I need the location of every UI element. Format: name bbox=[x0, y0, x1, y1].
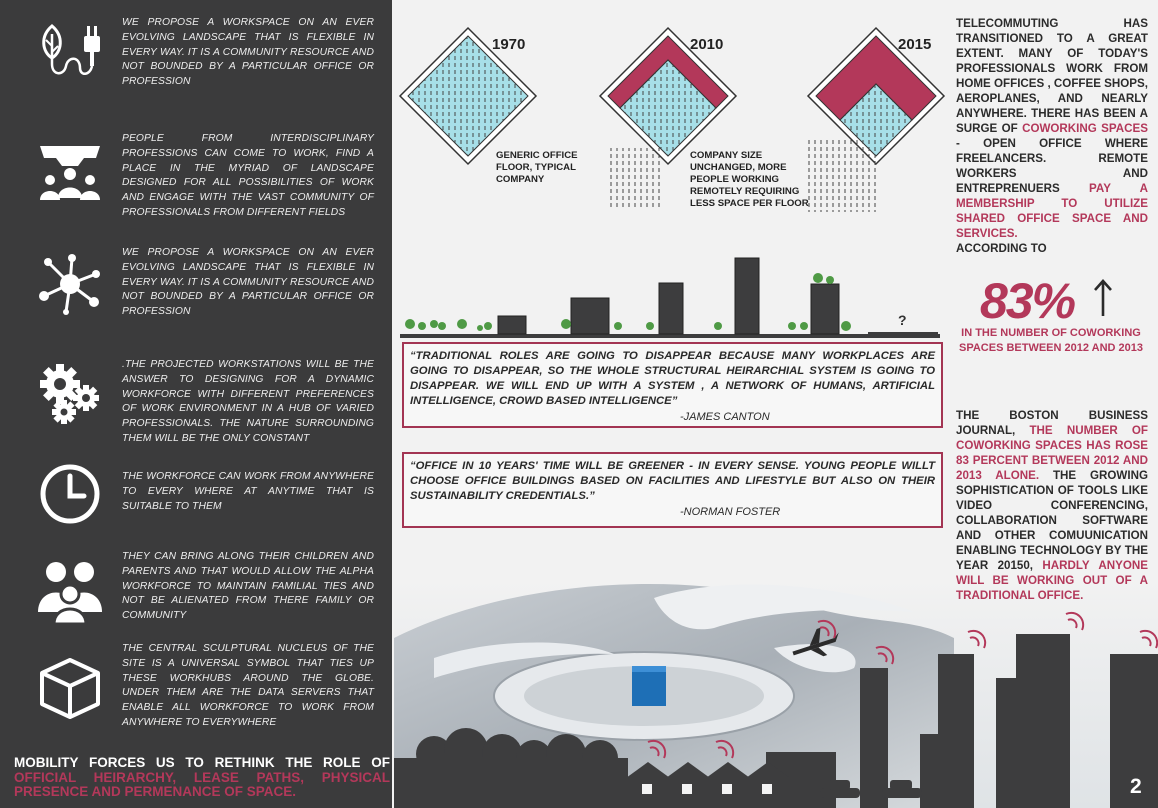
feature-text: PEOPLE FROM INTERDISCIPLINARY PROFESSIONS CAN COME TO WORK, FIND A PLACE IN THE MYRIAD OF LANDSCAPE DESIGNED FOR ALL POSSIBILITIES OF WORK AND ENGAGE WITH THE VAST COMMUNITY OF PROFESSIONALS FROM DIFFERENT FIELDS bbox=[122, 133, 374, 218]
paragraph-text: TELECOMMUTING HAS TRANSITIONED TO A GREAT EXTENT. MANY OF TODAY'S PROFESSIONALS WORK FROM HOME OFFICES , COFFEE SHOPS, AEROPLANES, AND NEARLY ANYWHERE. THERE HAS BEEN A SURGE OF bbox=[956, 17, 1148, 135]
sidebar bbox=[0, 0, 392, 808]
leaf-plug-icon bbox=[36, 20, 104, 84]
quote-james-canton bbox=[402, 342, 943, 428]
highlight-text: THE NUMBER OF COWORKING SPACES HAS ROSE bbox=[956, 424, 1148, 452]
boston-paragraph bbox=[956, 408, 1148, 603]
paragraph-text: THE GROWING SOPHISTICATION OF TOOLS LIKE VIDEO CONFERENCING, COLLABORATION SOFTWARE AND OTHER COMUUNICATION ENABLING TECHNOLOGY BY THE YEAR 20150, bbox=[956, 469, 1148, 572]
mobility-statement bbox=[14, 756, 390, 800]
right-column bbox=[956, 16, 1148, 256]
caption-1970: GENERIC OFFICE FLOOR, TYPICAL COMPANY bbox=[496, 150, 578, 185]
gears-icon bbox=[36, 362, 104, 426]
page-number: 2 bbox=[1130, 775, 1142, 798]
feature-text: WE PROPOSE A WORKSPACE ON AN EVER EVOLVING LANDSCAPE THAT IS FLEXIBLE IN EVERY WAY. IT IS A COMMUNITY RESOURCE AND NOT BOUNDED BY A PARTICULAR OFFICE OR PROFESSION bbox=[122, 247, 374, 318]
highlight-text: PAY A MEMBERSHIP TO UTILIZE SHARED OFFICE SPACE AND SERVICES. bbox=[956, 182, 1148, 240]
remote-workers-2015 bbox=[806, 140, 878, 212]
unknown-future-base bbox=[868, 332, 938, 336]
unknown-future-mark: ? bbox=[898, 312, 907, 328]
family-icon bbox=[36, 560, 104, 624]
quote-norman-foster bbox=[402, 452, 943, 528]
community-icon bbox=[36, 140, 104, 204]
cube-icon bbox=[36, 656, 104, 720]
arrow-up-icon bbox=[1092, 278, 1114, 318]
year-label: 2015 bbox=[898, 36, 932, 53]
remote-workers-2010 bbox=[606, 148, 662, 210]
mobility-lead: MOBILITY FORCES US TO RETHINK THE ROLE OF bbox=[14, 755, 390, 770]
feature-text: WE PROPOSE A WORKSPACE ON AN EVER EVOLVING LANDSCAPE THAT IS FLEXIBLE IN EVERY WAY. IT IS A COMMUNITY RESOURCE AND NOT BOUNDED BY A PARTICULAR OFFICE OR PROFESSION bbox=[122, 17, 374, 88]
office-floor-diagrams bbox=[398, 20, 958, 240]
quote-text: “OFFICE IN 10 YEARS' TIME WILL BE GREENER - IN EVERY SENSE. YOUNG PEOPLE WILLT CHOOSE OFFICE BUILDINGS BASED ON FACILITIES AND LIFESTYLE BUT ALSO ON THEIR SUSTAINABILITY CREDENTIALS.” bbox=[410, 460, 935, 502]
clock-icon bbox=[36, 462, 104, 526]
paragraph-text: THE BOSTON BUSINESS JOURNAL, bbox=[956, 409, 1148, 437]
feature-text: THE WORKFORCE CAN WORK FROM ANYWHERE TO EVERY WHERE AT ANYTIME THAT IS SUITABLE TO THEM bbox=[122, 471, 374, 512]
quote-author: -JAMES CANTON bbox=[680, 411, 770, 423]
stat-caption: IN THE NUMBER OF COWORKING SPACES BETWEEN 2012 AND 2013 bbox=[958, 327, 1143, 354]
feature-text: .THE PROJECTED WORKSTATIONS WILL BE THE ANSWER TO DESIGNING FOR A DYNAMIC WORKFORCE WITH DIFFERENT PREFERENCES OF WORK ENVIRONMENT IN A HUB OF VARIED PROFESSIONALS. THE NATURE SURROUNDING THEM WILL BE THE ONLY CONSTANT bbox=[122, 359, 374, 444]
mobility-highlight: OFFICIAL HEIRARCHY, LEASE PATHS, PHYSICAL PRESENCE AND PERMENANCE OF SPACE. bbox=[14, 769, 390, 800]
paragraph-text: ACCORDING TO bbox=[956, 242, 1047, 255]
network-icon bbox=[36, 252, 104, 316]
year-label: 1970 bbox=[492, 36, 526, 53]
telecommuting-paragraph bbox=[956, 16, 1148, 256]
feature-text: THE CENTRAL SCULPTURAL NUCLEUS OF THE SITE IS A UNIVERSAL SYMBOL THAT TIES UP THESE WORKHUBS AROUND THE GLOBE. UNDER THEM ARE THE DATA SERVERS THAT ENABLE ALL WORKFORCE TO WORK FROM ANYWHERE TO EVERYWHERE bbox=[122, 643, 374, 728]
highlight-text: HARDLY ANYONE WILL BE WORKING OUT OF A TRADITIONAL OFFICE. bbox=[956, 559, 1148, 602]
paragraph-text: - OPEN OFFICE WHERE FREELANCERS. REMOTE WORKERS AND ENTREPRENUERS bbox=[956, 137, 1148, 195]
quote-text: “TRADITIONAL ROLES ARE GOING TO DISAPPEAR BECAUSE MANY WORKPLACES ARE GOING TO DISAPPEAR, SO THE WHOLE STRUCTURAL HEIRARCHIAL SYSTEM IS GOING TO DISAPPEAR. WE WILL END UP WITH A SYSTEM , A NETWORK OF HUMANS, ARTIFICIAL INTELLIGENCE, CROWD BASED INTELLIGENCE” bbox=[410, 350, 935, 407]
stat-83-percent: 83% bbox=[980, 273, 1075, 329]
landscape-rendering bbox=[394, 578, 1158, 808]
caption-2010: COMPANY SIZE UNCHANGED, MORE PEOPLE WORKING REMOTELY REQUIRING LESS SPACE PER FLOOR bbox=[690, 150, 809, 209]
quote-author: -NORMAN FOSTER bbox=[680, 506, 781, 518]
highlight-text: COWORKING SPACES bbox=[1022, 122, 1148, 135]
growth-skyline bbox=[400, 252, 940, 342]
feature-text: THEY CAN BRING ALONG THEIR CHILDREN AND PARENTS AND THAT WOULD ALLOW THE ALPHA WORKFORCE TO MAINTAIN FAMILIAL TIES AND NOT BE ALIENATED FROM THERE FAMILY OR COMMUNITY bbox=[122, 551, 374, 622]
year-label: 2010 bbox=[690, 36, 724, 53]
highlight-text: 83 PERCENT BETWEEN 2012 AND 2013 ALONE. bbox=[956, 454, 1148, 482]
